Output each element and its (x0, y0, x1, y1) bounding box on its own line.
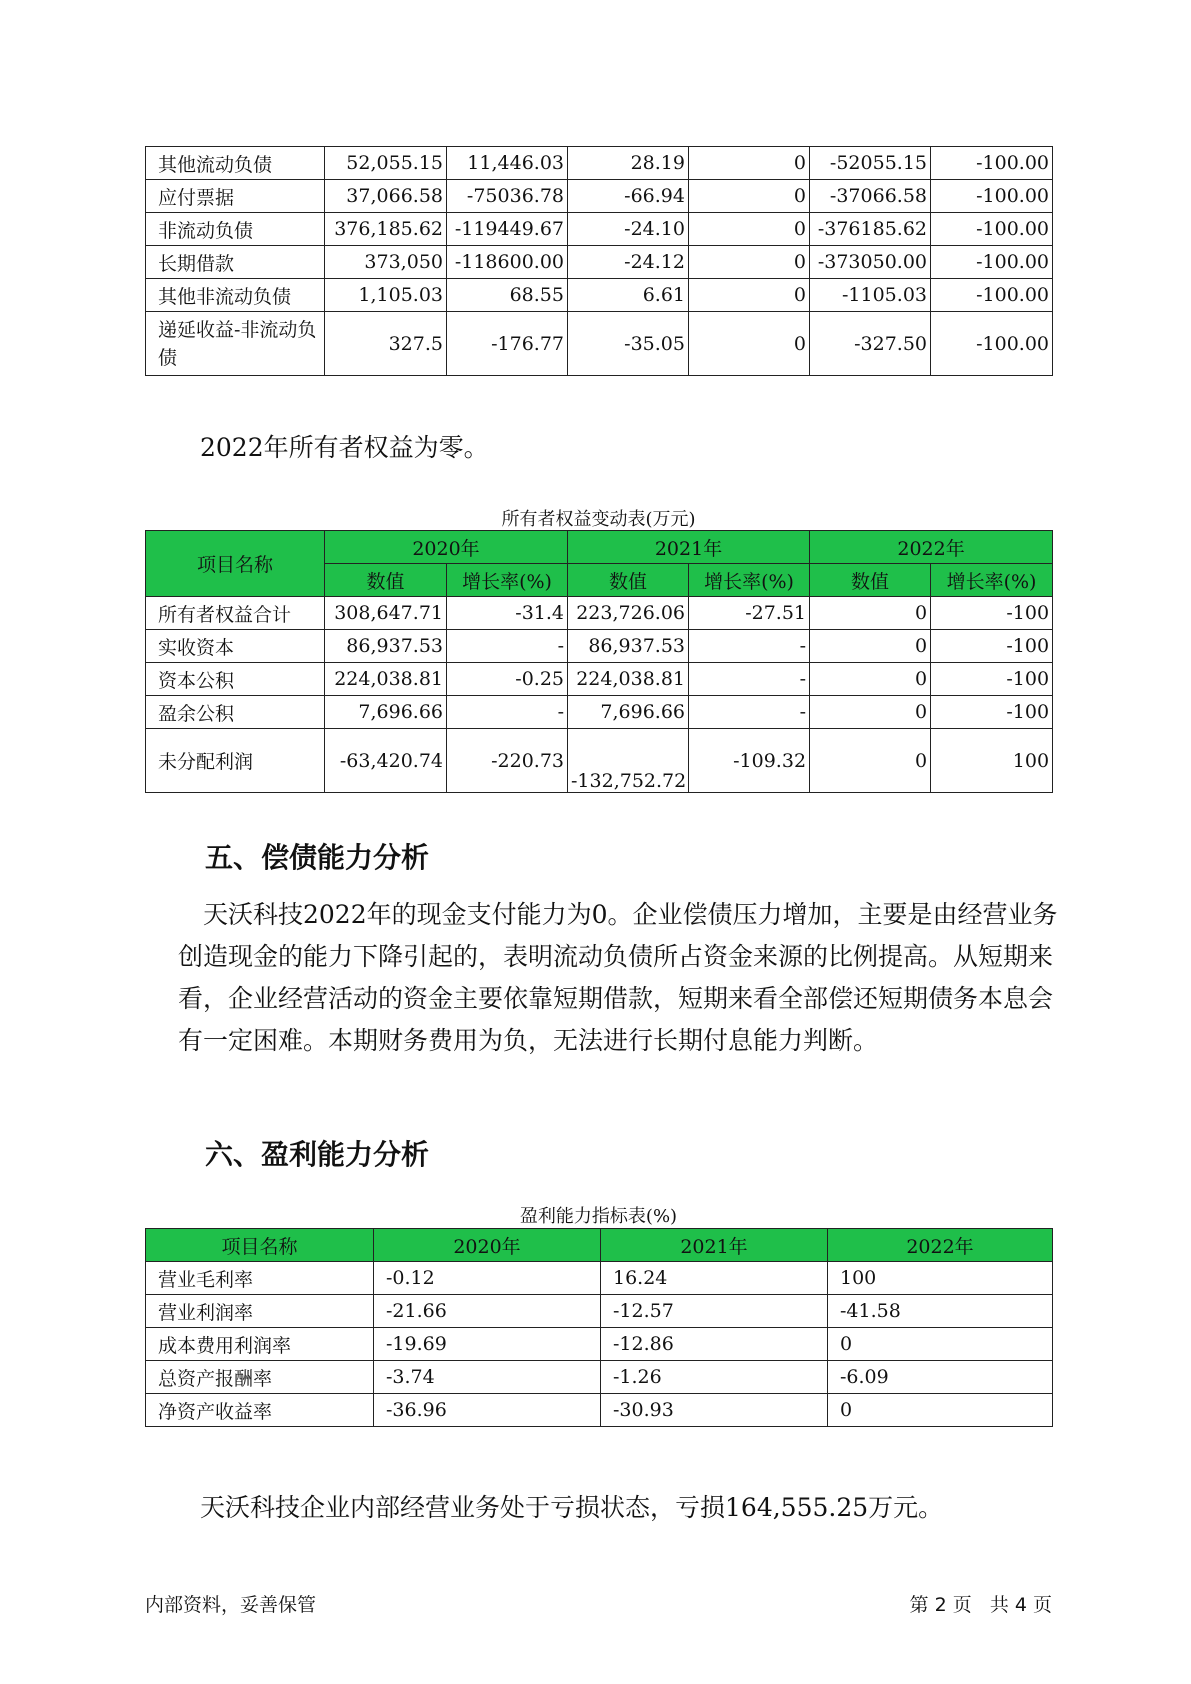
cell: -30.93 (601, 1394, 828, 1427)
growth-header: 增长率(%) (447, 564, 568, 597)
year-header: 2021年 (568, 531, 810, 564)
cell: 16.24 (601, 1262, 828, 1295)
cell: 0 (689, 180, 810, 213)
cell: - (689, 696, 810, 729)
row-label: 其他流动负债 (146, 147, 325, 180)
cell: -0.12 (374, 1262, 601, 1295)
table-row (146, 147, 1053, 180)
cell: 224,038.81 (325, 663, 447, 696)
cell: -19.69 (374, 1328, 601, 1361)
row-label: 实收资本 (146, 630, 325, 663)
row-label: 递延收益-非流动负债 (146, 312, 325, 376)
row-label: 盈余公积 (146, 696, 325, 729)
cell: -1.26 (601, 1361, 828, 1394)
cell: -176.77 (447, 312, 568, 376)
header-row (146, 531, 1053, 564)
cell: -132,752.72 (568, 729, 689, 793)
cell: -100.00 (931, 180, 1053, 213)
cell: -100.00 (931, 246, 1053, 279)
cell: 0 (689, 147, 810, 180)
cell: 86,937.53 (568, 630, 689, 663)
cell: 0 (828, 1394, 1053, 1427)
cell: -100 (931, 696, 1053, 729)
table-row (146, 1262, 1053, 1295)
cell: 6.61 (568, 279, 689, 312)
table-row (146, 180, 1053, 213)
cell: 11,446.03 (447, 147, 568, 180)
equity-table-caption: 所有者权益变动表(万元) (501, 509, 696, 530)
cell: 100 (828, 1262, 1053, 1295)
cell: -36.96 (374, 1394, 601, 1427)
cell: -3.74 (374, 1361, 601, 1394)
year-header: 2020年 (325, 531, 568, 564)
row-label: 所有者权益合计 (146, 597, 325, 630)
cell: 0 (828, 1328, 1053, 1361)
cell: - (447, 630, 568, 663)
cell: -100 (931, 597, 1053, 630)
cell: -6.09 (828, 1361, 1053, 1394)
row-label: 营业利润率 (146, 1295, 374, 1328)
cell: 0 (810, 696, 931, 729)
cell: -220.73 (447, 729, 568, 793)
cell: -100 (931, 663, 1053, 696)
header-row (146, 1229, 1053, 1262)
cell: -100.00 (931, 213, 1053, 246)
table-row (146, 312, 1053, 376)
cell: -35.05 (568, 312, 689, 376)
cell: -1105.03 (810, 279, 931, 312)
value-header: 数值 (568, 564, 689, 597)
cell: - (689, 630, 810, 663)
row-label: 营业毛利率 (146, 1262, 374, 1295)
profit-table-caption: 盈利能力指标表(%) (519, 1206, 678, 1227)
table-row (146, 630, 1053, 663)
cell: 37,066.58 (325, 180, 447, 213)
cell: 373,050 (325, 246, 447, 279)
row-label: 应付票据 (146, 180, 325, 213)
table-row (146, 1394, 1053, 1427)
cell: 52,055.15 (325, 147, 447, 180)
year-header: 2022年 (828, 1229, 1053, 1262)
cell: 0 (810, 663, 931, 696)
table-row (146, 246, 1053, 279)
cell: -27.51 (689, 597, 810, 630)
cell: -63,420.74 (325, 729, 447, 793)
section-5-heading: 五、偿债能力分析 (205, 841, 430, 874)
cell: -327.50 (810, 312, 931, 376)
closing-statement: 天沃科技企业内部经营业务处于亏损状态，亏损164,555.25万元。 (200, 1493, 944, 1522)
cell: -37066.58 (810, 180, 931, 213)
cell: -376185.62 (810, 213, 931, 246)
cell: -21.66 (374, 1295, 601, 1328)
cell: -0.25 (447, 663, 568, 696)
cell: 308,647.71 (325, 597, 447, 630)
year-header: 2020年 (374, 1229, 601, 1262)
cell: 0 (810, 630, 931, 663)
value-header: 数值 (325, 564, 447, 597)
item-header: 项目名称 (146, 531, 325, 597)
cell: 0 (810, 729, 931, 793)
cell: -24.12 (568, 246, 689, 279)
cell: 0 (689, 279, 810, 312)
cell: -100.00 (931, 279, 1053, 312)
footer-confidential: 内部资料，妥善保管 (145, 1594, 317, 1616)
table-row (146, 1295, 1053, 1328)
table-row (146, 279, 1053, 312)
table-row (146, 1328, 1053, 1361)
cell: 376,185.62 (325, 213, 447, 246)
cell: -41.58 (828, 1295, 1053, 1328)
row-label: 长期借款 (146, 246, 325, 279)
table-row (146, 213, 1053, 246)
table-row (146, 696, 1053, 729)
growth-header: 增长率(%) (931, 564, 1053, 597)
cell: -109.32 (689, 729, 810, 793)
cell: - (447, 696, 568, 729)
liability-table (145, 146, 1053, 376)
growth-header: 增长率(%) (689, 564, 810, 597)
cell: 68.55 (447, 279, 568, 312)
equity-statement: 2022年所有者权益为零。 (200, 433, 489, 462)
section-5-text: 天沃科技2022年的现金支付能力为0。企业偿债压力增加，主要是由经营业务创造现金的能力下降引起的，表明流动负债所占资金来源的比例提高。从短期来看，企业经营活动的资金主要依靠短期借款，短期来看全部偿还短期债务本息会有一定困难。本期财务费用为负，无法进行长期付息能力判断。 (178, 900, 1058, 1055)
cell: -100.00 (931, 312, 1053, 376)
table-row (146, 1361, 1053, 1394)
table-row (146, 729, 1053, 793)
cell: -31.4 (447, 597, 568, 630)
cell: 1,105.03 (325, 279, 447, 312)
value-header: 数值 (810, 564, 931, 597)
cell: -52055.15 (810, 147, 931, 180)
cell: -24.10 (568, 213, 689, 246)
row-label: 其他非流动负债 (146, 279, 325, 312)
cell: 0 (810, 597, 931, 630)
year-header: 2021年 (601, 1229, 828, 1262)
cell: 224,038.81 (568, 663, 689, 696)
profit-table (145, 1228, 1053, 1427)
row-label: 资本公积 (146, 663, 325, 696)
cell: 86,937.53 (325, 630, 447, 663)
row-label: 总资产报酬率 (146, 1361, 374, 1394)
row-label: 净资产收益率 (146, 1394, 374, 1427)
cell: 0 (689, 312, 810, 376)
cell: -119449.67 (447, 213, 568, 246)
row-label: 未分配利润 (146, 729, 325, 793)
item-header: 项目名称 (146, 1229, 374, 1262)
table-row (146, 597, 1053, 630)
equity-table (145, 530, 1053, 793)
year-header: 2022年 (810, 531, 1053, 564)
cell: -12.86 (601, 1328, 828, 1361)
section-6-heading: 六、盈利能力分析 (205, 1138, 430, 1171)
cell: -100.00 (931, 147, 1053, 180)
cell: 100 (931, 729, 1053, 793)
cell: 327.5 (325, 312, 447, 376)
cell: 7,696.66 (568, 696, 689, 729)
cell: -75036.78 (447, 180, 568, 213)
cell: -100 (931, 630, 1053, 663)
cell: -12.57 (601, 1295, 828, 1328)
cell: 7,696.66 (325, 696, 447, 729)
cell: -118600.00 (447, 246, 568, 279)
row-label: 成本费用利润率 (146, 1328, 374, 1361)
row-label: 非流动负债 (146, 213, 325, 246)
cell: - (689, 663, 810, 696)
cell: -66.94 (568, 180, 689, 213)
cell: 0 (689, 213, 810, 246)
cell: -373050.00 (810, 246, 931, 279)
page-number: 第 2 页 共 4 页 (909, 1594, 1052, 1616)
cell: 0 (689, 246, 810, 279)
cell: 223,726.06 (568, 597, 689, 630)
table-row (146, 663, 1053, 696)
cell: 28.19 (568, 147, 689, 180)
